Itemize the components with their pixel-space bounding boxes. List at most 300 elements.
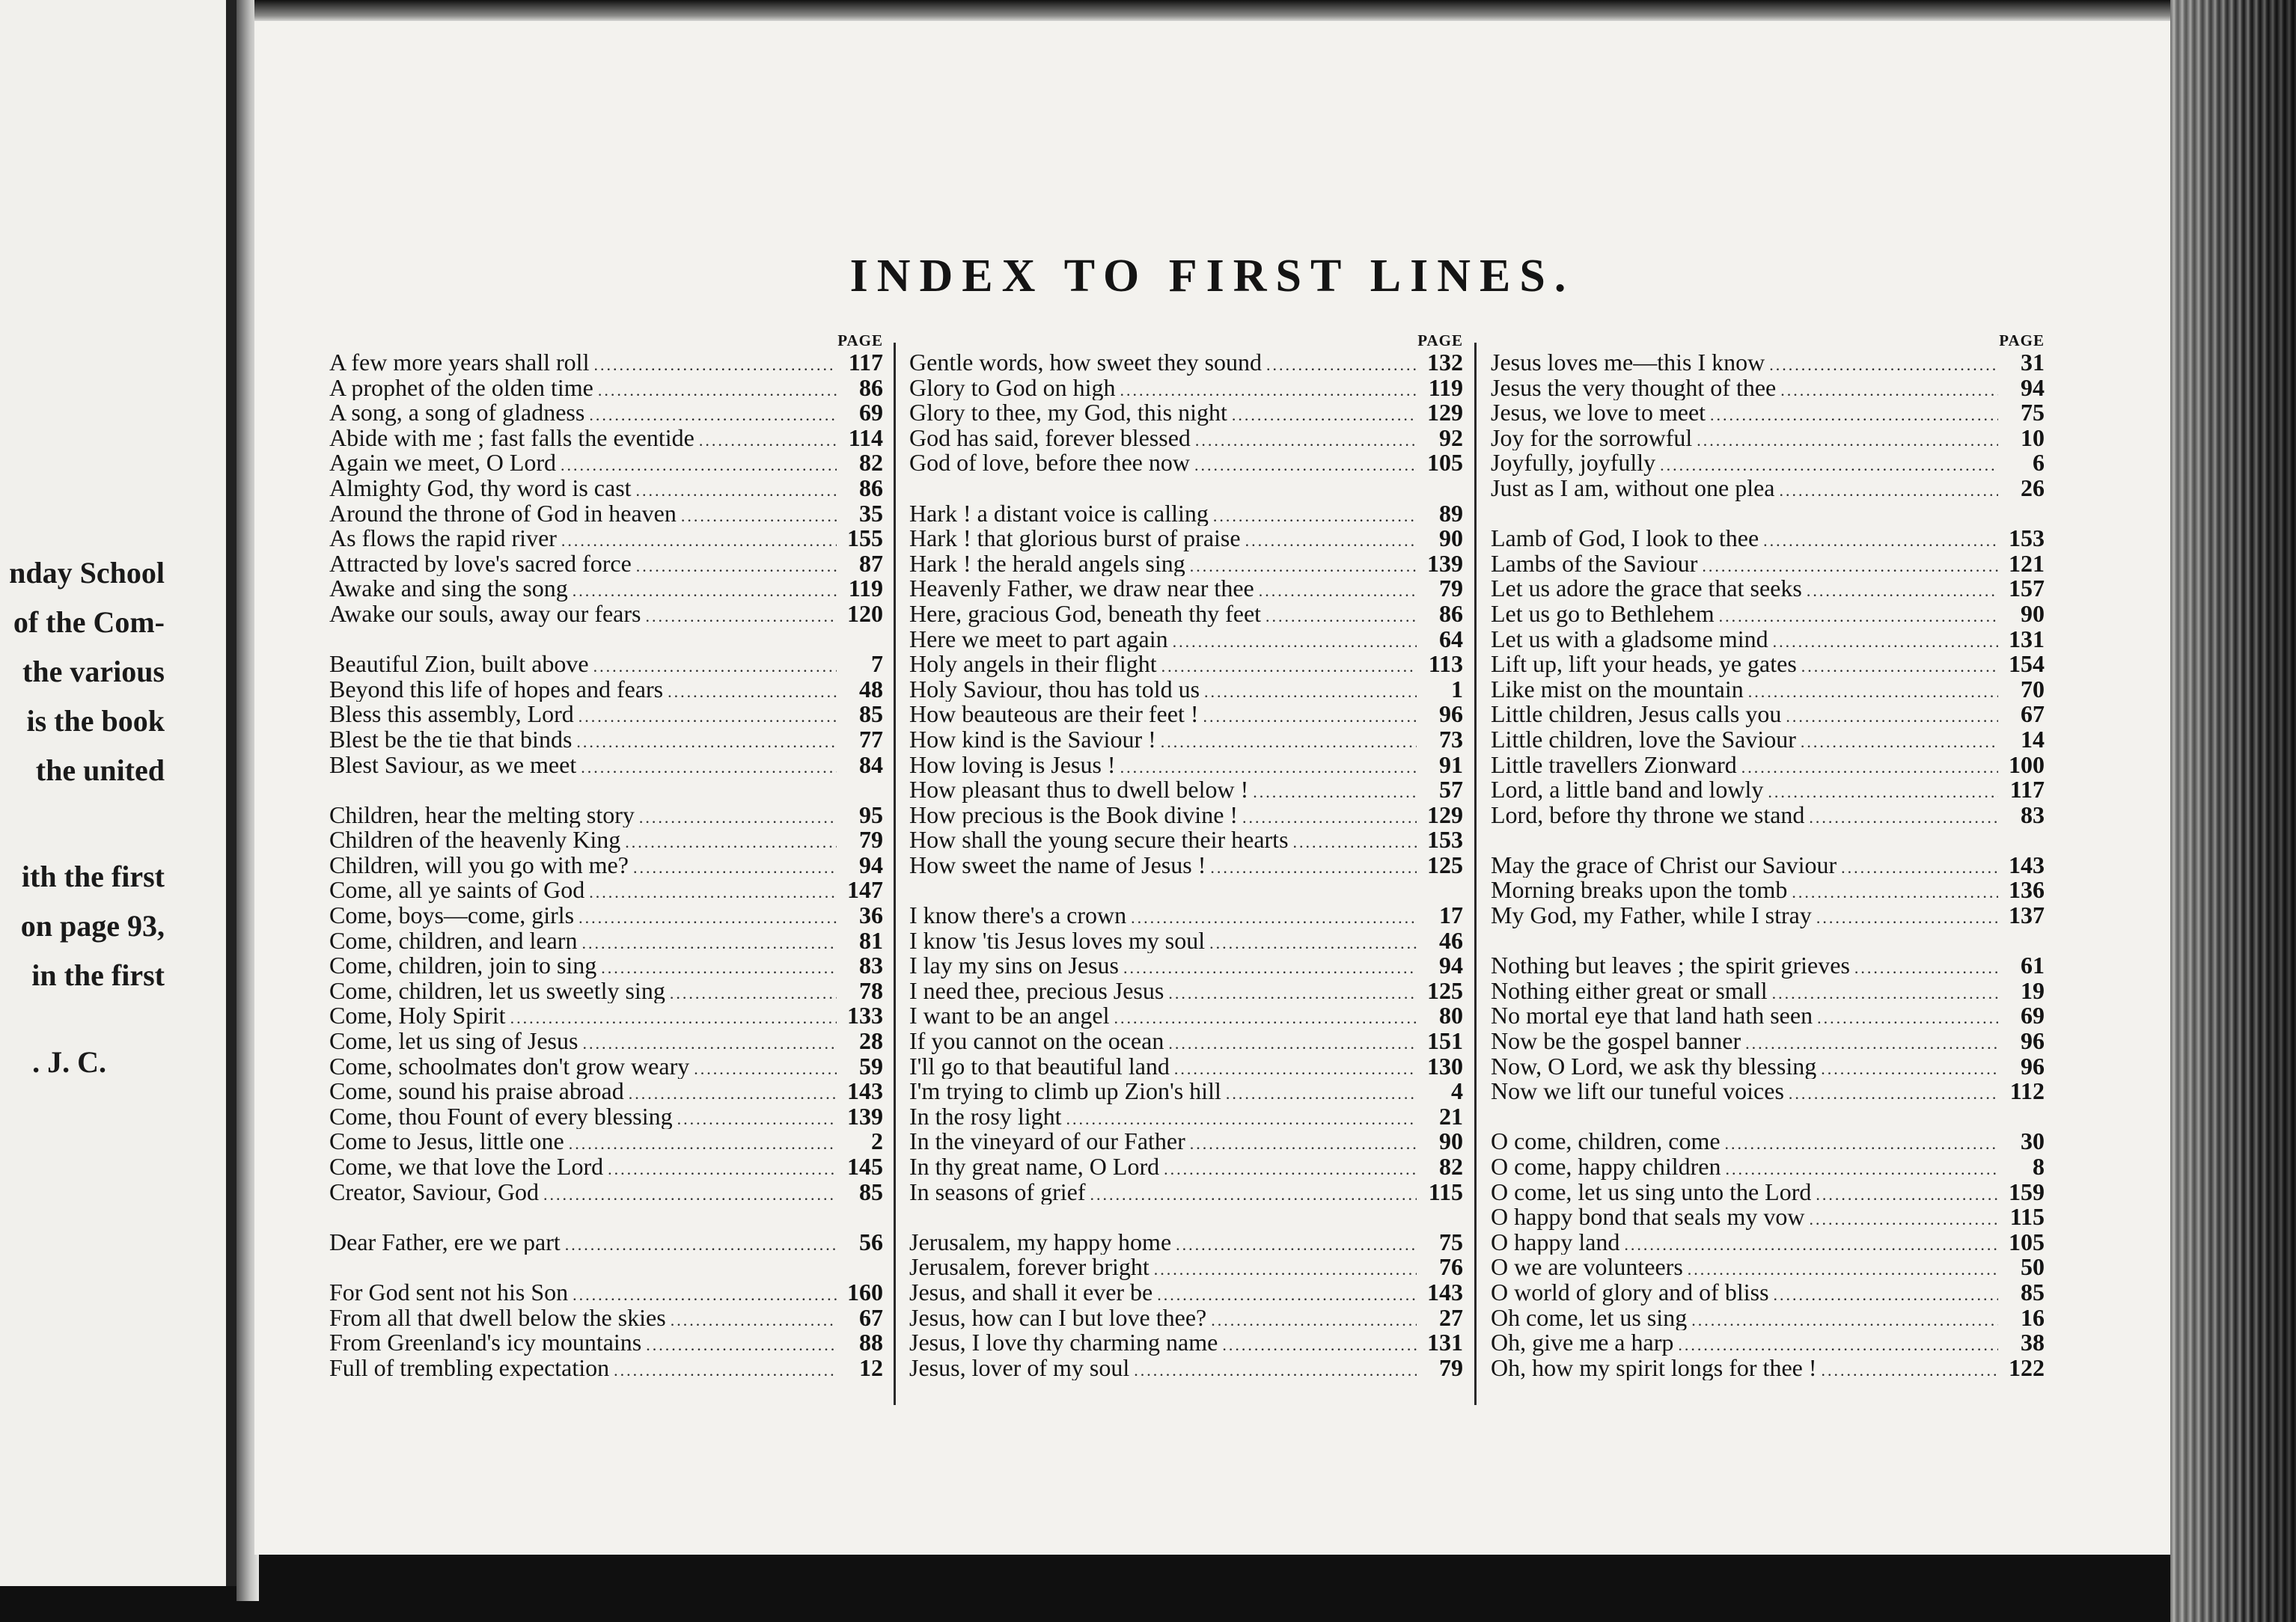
page-number: 83 <box>2021 802 2045 828</box>
dot-leader <box>1176 1232 1417 1255</box>
page-number: 117 <box>2009 777 2045 803</box>
first-line-text: Come, children, and learn <box>329 928 578 954</box>
first-line-text: A song, a song of gladness <box>329 400 585 426</box>
dot-leader <box>1741 755 1998 778</box>
dot-leader <box>1204 679 1417 703</box>
first-line-text: Come, Holy Spirit <box>329 1003 506 1029</box>
dot-leader <box>1245 528 1417 551</box>
page-number: 67 <box>2021 702 2045 727</box>
page-number: 115 <box>2009 1205 2045 1230</box>
index-entry <box>329 1154 883 1180</box>
first-line-text: Oh, how my spirit longs for thee ! <box>1491 1355 1817 1381</box>
first-line-text: Jesus, I love thy charming name <box>909 1330 1218 1356</box>
page-number: 69 <box>2021 1003 2045 1029</box>
dot-leader <box>1821 1056 1998 1080</box>
index-entry <box>909 1104 1463 1130</box>
page-top-shadow <box>254 0 2200 22</box>
dot-leader <box>1232 403 1417 426</box>
page-number: 28 <box>859 1029 883 1054</box>
first-line-text: Beyond this life of hopes and fears <box>329 676 664 703</box>
first-line-text: Almighty God, thy word is cast <box>329 475 632 501</box>
page-number: 31 <box>2021 350 2045 376</box>
dot-leader <box>1688 1257 1998 1280</box>
dot-leader <box>1816 1182 1998 1205</box>
page-number: 143 <box>847 1079 883 1104</box>
dot-leader <box>1123 955 1417 979</box>
page-number: 30 <box>2021 1129 2045 1154</box>
index-group <box>329 652 883 777</box>
index-entry <box>909 376 1463 401</box>
index-entry <box>909 400 1463 426</box>
first-line-text: How sweet the name of Jesus ! <box>909 852 1206 878</box>
dot-leader <box>1786 704 1998 727</box>
page-number: 137 <box>2009 903 2045 928</box>
dot-leader <box>1807 578 1998 602</box>
first-line-text: O happy bond that seals my vow <box>1491 1205 1805 1230</box>
index-entry <box>909 602 1463 627</box>
first-line-text: Awake and sing the song <box>329 576 568 602</box>
left-page-fragment: the united <box>35 753 165 787</box>
first-line-text: Come, thou Fount of every blessing <box>329 1104 673 1130</box>
page-number: 1 <box>1451 676 1463 703</box>
first-line-text: Jerusalem, forever bright <box>909 1255 1149 1280</box>
first-line-text: Jesus the very thought of thee <box>1491 375 1777 401</box>
index-entry <box>1491 400 2045 426</box>
dot-leader <box>1710 403 1998 426</box>
dot-leader <box>1114 1006 1417 1029</box>
left-page-fragment: ith the first <box>21 860 165 893</box>
index-group <box>329 1280 883 1380</box>
first-line-text: Nothing but leaves ; the spirit grieves <box>1491 953 1850 979</box>
index-entry <box>909 827 1463 853</box>
left-page-fragment: of the Com- <box>13 605 165 639</box>
page-number: 155 <box>847 526 883 551</box>
index-entry <box>329 803 883 828</box>
dot-leader <box>1209 931 1417 954</box>
index-entry <box>1491 652 2045 677</box>
index-entry <box>329 1054 883 1080</box>
dot-leader <box>1066 1107 1417 1130</box>
first-line-text: In thy great name, O Lord <box>909 1154 1160 1180</box>
page-number: 6 <box>2033 450 2045 476</box>
index-page <box>254 21 2170 1555</box>
index-entry <box>1491 777 2045 803</box>
dot-leader <box>1154 1257 1417 1280</box>
index-entry <box>1491 727 2045 753</box>
index-entry <box>329 426 883 451</box>
dot-leader <box>1810 1207 1999 1230</box>
first-line-text: Oh, give me a harp <box>1491 1330 1674 1356</box>
page-number: 64 <box>1439 626 1463 652</box>
page-number: 2 <box>871 1129 883 1154</box>
index-entry <box>1491 677 2045 703</box>
first-line-text: Lord, a little band and lowly <box>1491 777 1764 803</box>
page-number: 46 <box>1439 928 1463 954</box>
first-line-text: Nothing either great or small <box>1491 978 1768 1004</box>
index-entry <box>329 1003 883 1029</box>
page-number: 80 <box>1439 1003 1463 1029</box>
page-number: 129 <box>1427 400 1463 426</box>
dot-leader <box>565 1232 837 1255</box>
index-entry <box>1491 1205 2045 1230</box>
first-line-text: My God, my Father, while I stray <box>1491 903 1812 928</box>
index-entry <box>909 526 1463 551</box>
page-column-header: PAGE <box>837 331 883 349</box>
first-line-text: Let us with a gladsome mind <box>1491 626 1768 652</box>
first-line-text: Blest be the tie that binds <box>329 726 573 753</box>
column-divider <box>894 343 896 1405</box>
dot-leader <box>1678 1332 1998 1356</box>
index-group <box>329 1230 883 1255</box>
index-group <box>909 903 1463 1205</box>
page-number: 21 <box>1439 1104 1463 1130</box>
page-title: INDEX TO FIRST LINES. <box>849 251 1575 302</box>
page-number: 88 <box>859 1330 883 1356</box>
dot-leader <box>625 830 837 853</box>
column-divider <box>1474 343 1477 1405</box>
dot-leader <box>1242 805 1417 828</box>
first-line-text: Beautiful Zion, built above <box>329 652 589 677</box>
first-line-text: How kind is the Saviour ! <box>909 726 1156 753</box>
index-entry <box>909 677 1463 703</box>
first-line-text: Come, we that love the Lord <box>329 1154 604 1180</box>
index-entry <box>329 677 883 703</box>
index-entry <box>1491 1280 2045 1306</box>
index-entry <box>329 928 883 954</box>
index-entry <box>1491 1330 2045 1356</box>
page-number: 12 <box>859 1355 883 1381</box>
dot-leader <box>636 478 837 501</box>
first-line-text: In the rosy light <box>909 1104 1062 1130</box>
first-line-text: O come, happy children <box>1491 1154 1721 1180</box>
index-entry <box>909 1356 1463 1381</box>
index-entry <box>1491 526 2045 551</box>
first-line-text: Jerusalem, my happy home <box>909 1229 1172 1255</box>
index-entry <box>909 1255 1463 1280</box>
page-number: 132 <box>1427 350 1463 376</box>
index-entry <box>329 702 883 727</box>
index-entry <box>329 551 883 577</box>
dot-leader <box>1164 1157 1417 1180</box>
dot-leader <box>1161 654 1417 677</box>
dot-leader <box>1173 629 1417 652</box>
index-entry <box>909 1003 1463 1029</box>
first-line-text: For God sent not his Son <box>329 1279 569 1306</box>
page-number: 50 <box>2021 1255 2045 1280</box>
dot-leader <box>1168 981 1417 1004</box>
dot-leader <box>681 504 837 527</box>
page-number: 8 <box>2033 1154 2045 1180</box>
first-line-text: How shall the young secure their hearts <box>909 827 1289 853</box>
index-entry <box>909 426 1463 451</box>
dot-leader <box>598 378 837 401</box>
index-entry <box>1491 1003 2045 1029</box>
page-number: 125 <box>1427 978 1463 1004</box>
left-page-fragment: on page 93, <box>20 909 165 943</box>
dot-leader <box>581 755 837 778</box>
first-line-text: I'll go to that beautiful land <box>909 1053 1170 1080</box>
page-number: 159 <box>2009 1179 2045 1205</box>
index-entry <box>909 1330 1463 1356</box>
dot-leader <box>1194 453 1417 476</box>
dot-leader <box>1120 755 1417 778</box>
first-line-text: Gentle words, how sweet they sound <box>909 350 1263 376</box>
first-line-text: Glory to thee, my God, this night <box>909 400 1227 426</box>
index-entry <box>329 576 883 602</box>
index-entry <box>1491 753 2045 778</box>
page-number: 75 <box>1439 1229 1463 1255</box>
dot-leader <box>589 403 837 426</box>
page-number: 56 <box>859 1229 883 1255</box>
index-entry <box>1491 627 2045 652</box>
page-number: 143 <box>2009 852 2045 878</box>
page-number: 36 <box>859 903 883 928</box>
first-line-text: Lamb of God, I look to thee <box>1491 526 1759 551</box>
page-number: 130 <box>1427 1053 1463 1080</box>
index-entry <box>1491 576 2045 602</box>
first-line-text: I know 'tis Jesus loves my soul <box>909 928 1206 954</box>
page-number: 83 <box>859 953 883 979</box>
dot-leader <box>573 1282 837 1306</box>
page-number: 77 <box>859 726 883 753</box>
page-number: 76 <box>1439 1255 1463 1280</box>
dot-leader <box>629 1081 837 1104</box>
first-line-text: O come, children, come <box>1491 1129 1721 1154</box>
first-line-text: Glory to God on high <box>909 375 1116 401</box>
first-line-text: Come, children, join to sing <box>329 953 597 979</box>
dot-leader <box>1253 780 1417 803</box>
index-entry <box>329 501 883 527</box>
first-line-text: Here we meet to part again <box>909 626 1168 652</box>
index-column-3 <box>1491 332 2045 1406</box>
dot-leader <box>1801 654 1998 677</box>
page-number: 133 <box>847 1003 883 1029</box>
first-line-text: A prophet of the olden time <box>329 375 593 401</box>
dot-leader <box>668 679 837 703</box>
first-line-text: How pleasant thus to dwell below ! <box>909 777 1249 803</box>
page-number: 117 <box>848 350 883 376</box>
index-entry <box>1491 1180 2045 1205</box>
first-line-text: Here, gracious God, beneath thy feet <box>909 601 1262 627</box>
page-number: 92 <box>1439 425 1463 451</box>
index-entry <box>329 1330 883 1356</box>
index-entry <box>909 350 1463 376</box>
first-line-text: If you cannot on the ocean <box>909 1029 1164 1054</box>
dot-leader <box>561 528 837 551</box>
dot-leader <box>1854 955 1998 979</box>
dot-leader <box>1293 830 1417 853</box>
index-group <box>329 350 883 627</box>
index-group <box>1491 953 2045 1104</box>
page-number: 59 <box>859 1053 883 1080</box>
page-number: 139 <box>1427 551 1463 577</box>
page-number: 79 <box>1439 1355 1463 1381</box>
index-entry <box>909 777 1463 803</box>
page-number: 105 <box>2009 1229 2045 1255</box>
index-entry <box>329 602 883 627</box>
page-column-header: PAGE <box>1999 331 2045 349</box>
dot-leader <box>1120 378 1417 401</box>
page-number: 131 <box>2009 626 2045 652</box>
dot-leader <box>1779 478 1998 501</box>
page-number: 154 <box>2009 652 2045 677</box>
first-line-text: Holy angels in their flight <box>909 652 1157 677</box>
dot-leader <box>1265 604 1417 627</box>
dot-leader <box>1190 554 1417 577</box>
first-line-text: Like mist on the mountain <box>1491 676 1744 703</box>
index-entry <box>909 1180 1463 1205</box>
page-number: 90 <box>2021 601 2045 627</box>
page-number: 160 <box>847 1279 883 1306</box>
page-number: 79 <box>859 827 883 853</box>
page-number: 151 <box>1427 1029 1463 1054</box>
first-line-text: From Greenland's icy mountains <box>329 1330 642 1356</box>
first-line-text: In seasons of grief <box>909 1179 1086 1205</box>
first-line-text: Come, all ye saints of God <box>329 878 585 904</box>
page-number: 86 <box>859 375 883 401</box>
first-line-text: Lambs of the Saviour <box>1491 551 1698 577</box>
index-entry <box>909 450 1463 476</box>
index-entry <box>1491 1029 2045 1054</box>
previous-page <box>0 0 236 1586</box>
first-line-text: Full of trembling expectation <box>329 1355 610 1381</box>
index-entry <box>1491 953 2045 979</box>
index-entry <box>329 450 883 476</box>
index-entry <box>329 1104 883 1130</box>
index-entry <box>909 903 1463 928</box>
first-line-text: I want to be an angel <box>909 1003 1110 1029</box>
index-entry <box>1491 903 2045 928</box>
left-page-fragment: nday School <box>9 556 165 590</box>
dot-leader <box>1745 1031 1998 1054</box>
page-number: 90 <box>1439 526 1463 551</box>
index-entry <box>329 1230 883 1255</box>
first-line-text: Children, hear the melting story <box>329 802 635 828</box>
index-entry <box>909 1029 1463 1054</box>
index-entry <box>329 903 883 928</box>
dot-leader <box>1792 880 1998 903</box>
index-group <box>1491 350 2045 501</box>
index-entry <box>909 1280 1463 1306</box>
dot-leader <box>561 453 837 476</box>
dot-leader <box>1161 729 1417 753</box>
index-entry <box>1491 1129 2045 1154</box>
dot-leader <box>1259 578 1417 602</box>
index-entry <box>329 827 883 853</box>
dot-leader <box>1719 604 1998 627</box>
first-line-text: I lay my sins on Jesus <box>909 953 1119 979</box>
index-entry <box>1491 853 2045 878</box>
page-number: 78 <box>859 978 883 1004</box>
index-group <box>909 1230 1463 1381</box>
index-entry <box>1491 1079 2045 1104</box>
index-group <box>909 350 1463 476</box>
index-entry <box>329 878 883 903</box>
index-column-2 <box>909 332 1463 1406</box>
first-line-text: O we are volunteers <box>1491 1255 1683 1280</box>
dot-leader <box>677 1107 837 1130</box>
first-line-text: How loving is Jesus ! <box>909 752 1116 778</box>
first-line-text: Oh come, let us sing <box>1491 1305 1688 1331</box>
page-number: 10 <box>2021 425 2045 451</box>
first-line-text: Let us adore the grace that seeks <box>1491 576 1802 602</box>
first-line-text: Just as I am, without one plea <box>1491 475 1775 501</box>
first-line-text: Come, let us sing of Jesus <box>329 1029 578 1054</box>
index-entry <box>909 727 1463 753</box>
index-entry <box>1491 426 2045 451</box>
first-line-text: No mortal eye that land hath seen <box>1491 1003 1813 1029</box>
index-entry <box>909 702 1463 727</box>
dot-leader <box>1841 855 1998 878</box>
index-entry <box>1491 1230 2045 1255</box>
page-number: 84 <box>859 752 883 778</box>
page-number: 122 <box>2009 1355 2045 1381</box>
dot-leader <box>1660 453 1998 476</box>
page-number: 61 <box>2021 953 2045 979</box>
page-number: 73 <box>1439 726 1463 753</box>
first-line-text: Little children, Jesus calls you <box>1491 702 1782 727</box>
page-number: 48 <box>859 676 883 703</box>
dot-leader <box>1725 1131 1998 1154</box>
left-page-fragment: the various <box>22 655 165 688</box>
page-number: 82 <box>859 450 883 476</box>
index-entry <box>329 526 883 551</box>
page-number: 147 <box>847 878 883 904</box>
dot-leader <box>639 805 837 828</box>
dot-leader <box>608 1157 837 1180</box>
first-line-text: Jesus loves me—this I know <box>1491 350 1765 376</box>
index-entry <box>1491 1255 2045 1280</box>
dot-leader <box>593 352 837 376</box>
dot-leader <box>1195 428 1417 451</box>
page-number: 91 <box>1439 752 1463 778</box>
page-number: 145 <box>847 1154 883 1180</box>
first-line-text: I'm trying to climb up Zion's hill <box>909 1079 1221 1104</box>
page-number: 114 <box>848 425 883 451</box>
index-entry <box>909 1306 1463 1331</box>
first-line-text: Little children, love the Saviour <box>1491 726 1796 753</box>
index-group <box>1491 853 2045 928</box>
first-line-text: God has said, forever blessed <box>909 425 1191 451</box>
first-line-text: Around the throne of God in heaven <box>329 501 677 527</box>
index-entry <box>329 376 883 401</box>
index-entry <box>329 1180 883 1205</box>
first-line-text: Let us go to Bethlehem <box>1491 601 1715 627</box>
dot-leader <box>1210 855 1417 878</box>
first-line-text: Hark ! a distant voice is calling <box>909 501 1209 527</box>
first-line-text: A few more years shall roll <box>329 350 590 376</box>
dot-leader <box>1697 428 1998 451</box>
page-number: 81 <box>859 928 883 954</box>
index-entry <box>909 928 1463 954</box>
page-number: 90 <box>1439 1129 1463 1154</box>
page-number: 136 <box>2009 878 2045 904</box>
first-line-text: Children of the heavenly King <box>329 827 621 853</box>
dot-leader <box>1168 1031 1417 1054</box>
first-line-text: O world of glory and of bliss <box>1491 1279 1769 1306</box>
page-number: 35 <box>859 501 883 527</box>
index-entry <box>909 1230 1463 1255</box>
dot-leader <box>670 981 837 1004</box>
first-line-text: Jesus, how can I but love thee? <box>909 1305 1207 1331</box>
first-line-text: Bless this assembly, Lord <box>329 702 574 727</box>
index-entry <box>329 350 883 376</box>
dot-leader <box>1801 729 1998 753</box>
dot-leader <box>1222 1332 1417 1356</box>
index-group <box>909 501 1463 878</box>
dot-leader <box>1190 1131 1417 1154</box>
page-number: 119 <box>1428 375 1463 401</box>
